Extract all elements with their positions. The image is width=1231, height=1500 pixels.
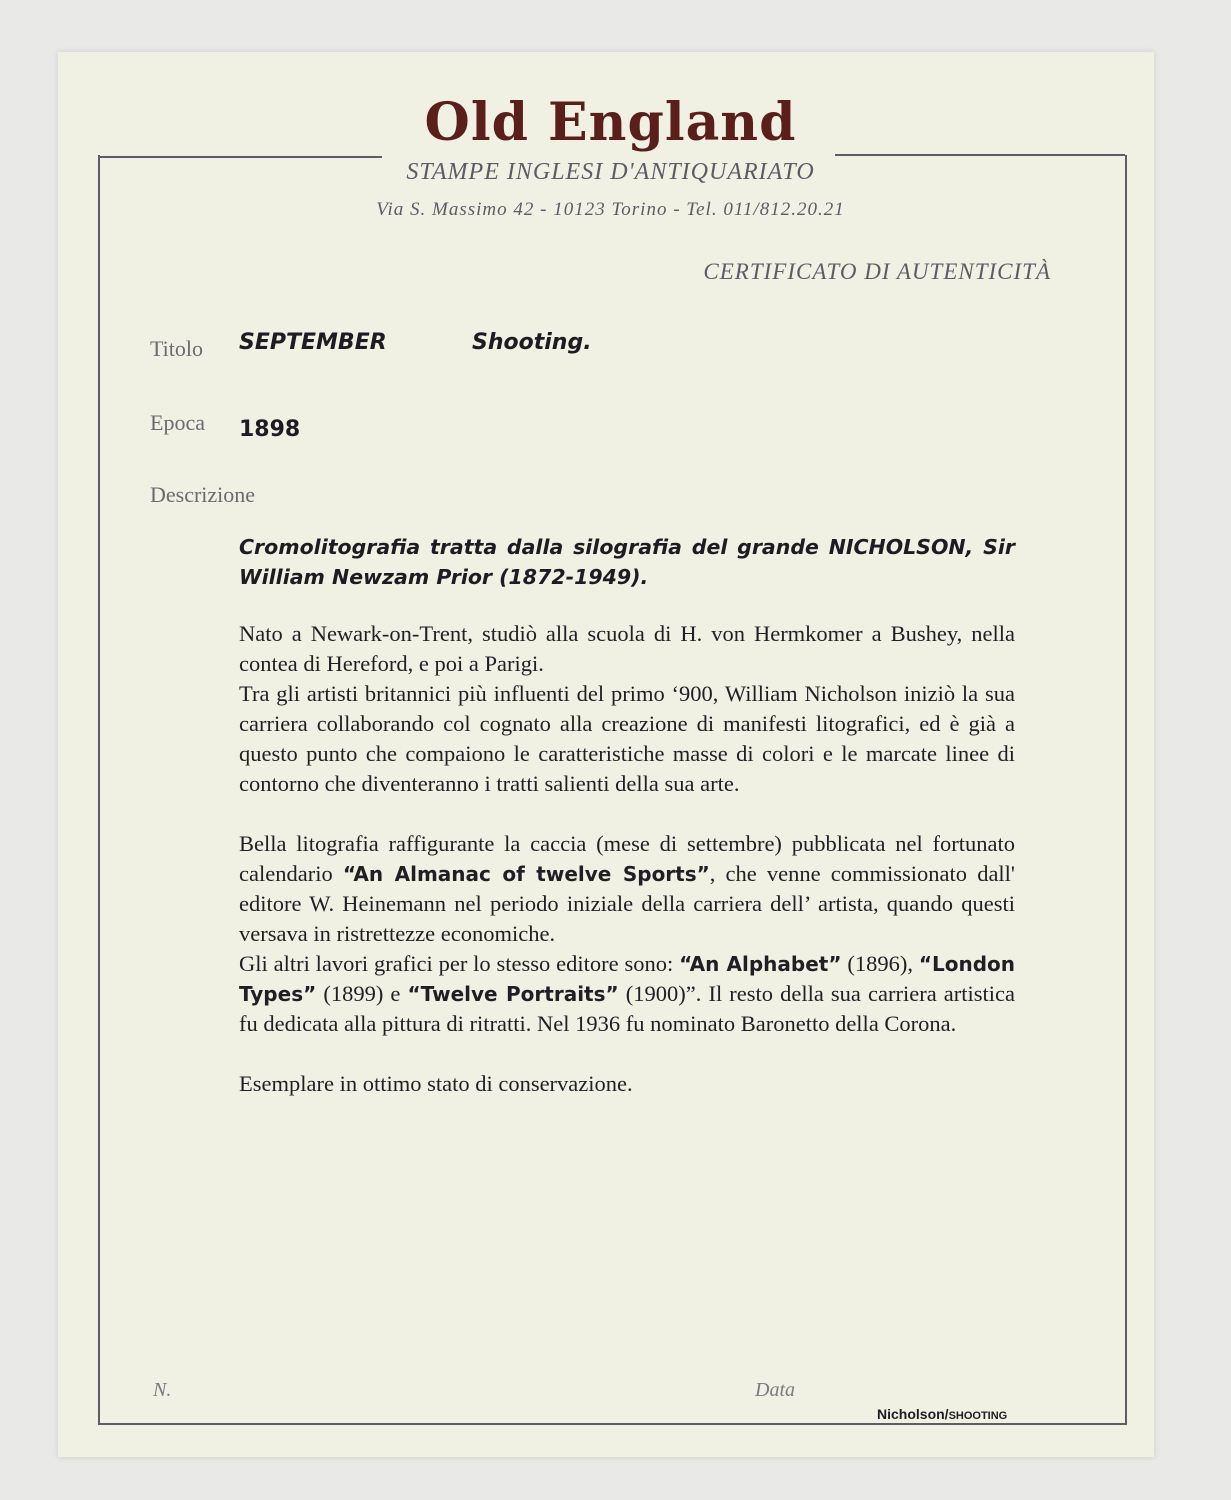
epoca-label: Epoca: [150, 410, 205, 435]
p4-text-a: Gli altri lavori grafici per lo stesso editore sono:: [239, 951, 680, 976]
description-paragraph-4: [239, 949, 1015, 1039]
brand-logo: Old England: [424, 92, 797, 153]
epoca-value: 1898: [239, 417, 301, 442]
footer-date-label: Data: [755, 1379, 795, 1401]
p3-almanac-title: “An Almanac of twelve Sports”: [342, 862, 710, 886]
descrizione-label: Descrizione: [150, 482, 256, 507]
certificate-title: CERTIFICATO DI AUTENTICITÀ: [703, 259, 1051, 284]
footer-number-label: N.: [153, 1379, 172, 1401]
description-paragraph-1: Nato a Newark-on-Trent, studiò alla scuola di H. von Hermkomer a Bushey, nella contea di Hereford, e poi a Parigi.: [239, 621, 1015, 676]
brand-tagline: STAMPE INGLESI D'ANTIQUARIATO: [406, 159, 815, 185]
p4-london-types-title: “London Types”: [239, 952, 1016, 1006]
titolo-label: Titolo: [150, 336, 204, 361]
description-intro: Cromolitografia tratta dalla silografia del grande NICHOLSON, Sir William Newzam Prior (1872-1949).: [239, 535, 1015, 589]
brand-address: Via S. Massimo 42 - 10123 Torino - Tel. 011/812.20.21: [376, 199, 845, 220]
certificate-sheet: [58, 52, 1154, 1457]
p4-text-c: (1896),: [841, 951, 919, 976]
footer-reference: [877, 1406, 1007, 1422]
p4-portraits-title: “Twelve Portraits”: [407, 982, 619, 1006]
description-paragraph-3: [239, 829, 1015, 949]
titolo-value-month: SEPTEMBER: [239, 330, 387, 355]
footer-reference-main: Nicholson/: [877, 1406, 949, 1422]
p3-text-c: , che venne commissionato dall' editore W. Heinemann nel periodo iniziale della carriera dell’ artista, quando questi versava in ristrettezze economiche.: [239, 861, 1015, 946]
footer-reference-small: SHOOTING: [948, 1410, 1008, 1422]
description-body: [239, 619, 1015, 1099]
description-paragraph-2: Tra gli artisti britannici più influenti del primo ‘900, William Nicholson iniziò la sua carriera collaborando col cognato alla creazione di manifesti litografici, ed è già a questo punto che compaiono le caratteristiche masse di colori e le marcate linee di contorno che diventeranno i tratti salienti della sua arte.: [239, 681, 1015, 796]
p4-text-e: (1899) e: [316, 981, 408, 1006]
p4-alphabet-title: “An Alphabet”: [679, 952, 842, 976]
p4-text-g: (1900)”. Il resto della sua carriera artistica fu dedicata alla pittura di ritratti. Nel 1936 fu nominato Baronetto della Corona.: [239, 981, 1015, 1036]
p3-text-a: Bella litografia raffigurante la caccia (mese di settembre) pubblicata nel fortunato calendario: [239, 831, 1015, 886]
description-paragraph-5: Esemplare in ottimo stato di conservazione.: [239, 1071, 633, 1096]
titolo-value-subject: Shooting.: [472, 330, 592, 355]
